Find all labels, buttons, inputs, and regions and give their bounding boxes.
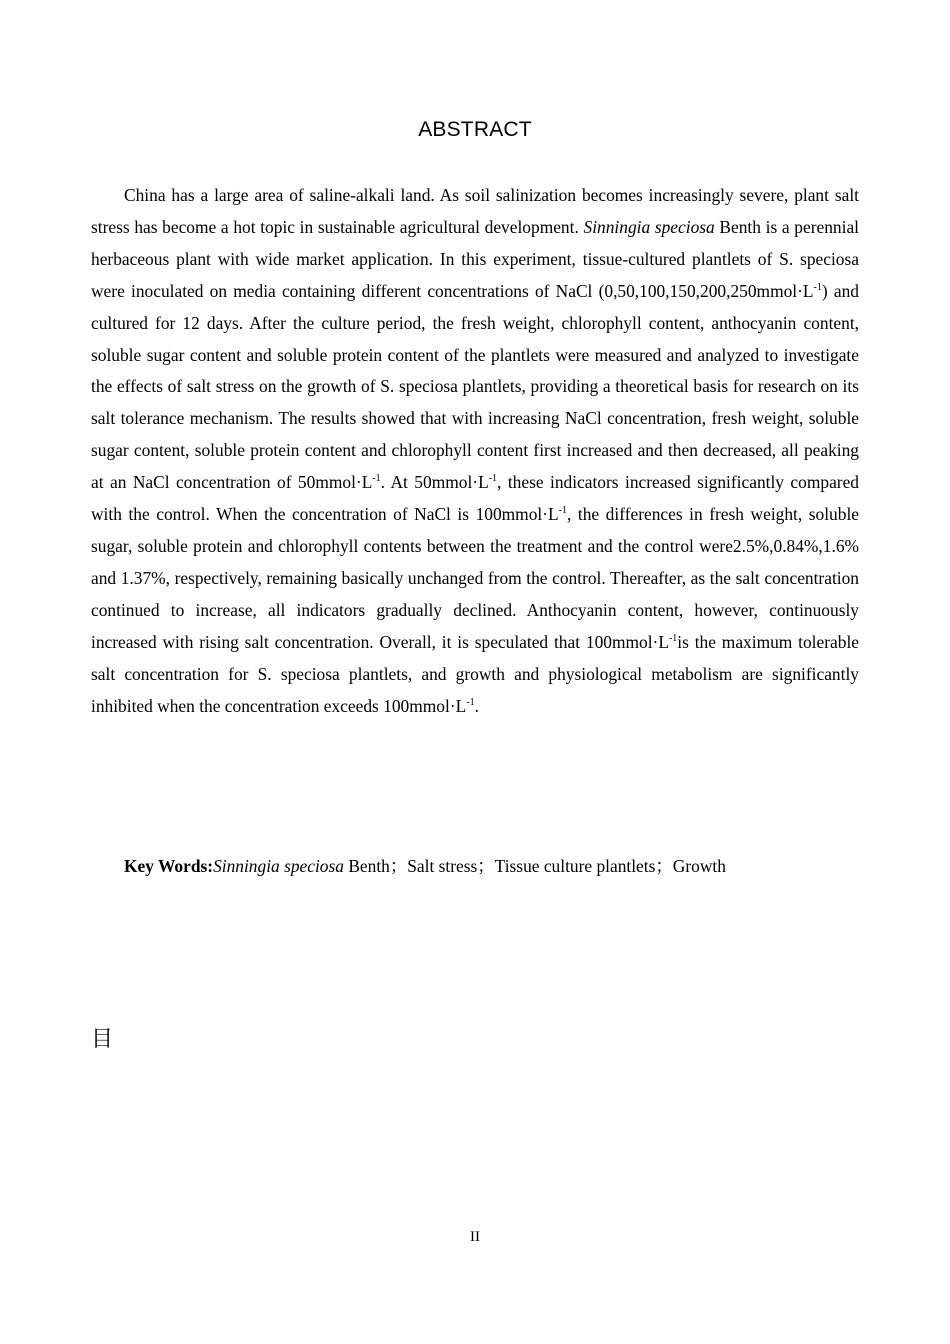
abstract-text: , the differences in fresh weight, soluble sugar, soluble protein and chlorophyll contents between the treatment and the control were2.5%,0.84%,1.6% and 1.37%, respectively, remaining basically unchanged from the control. Thereafter, as the salt concentration continued to increase, all indicators gradually declined. Anthocyanin content, however, continuously increased with rising salt concentration. Overall, it is speculated that 100mmol·L	[91, 504, 859, 652]
species-name: Sinningia speciosa	[583, 216, 715, 237]
abstract-text: ) and cultured for 12 days. After the culture period, the fresh weight, chlorophyll content, anthocyanin content, soluble sugar content and soluble protein content of the plantlets were measured and analyzed to investigate the effects of salt stress on the growth of S. speciosa plantlets, providing a theoretical basis for research on its salt tolerance mechanism. The results showed that with increasing NaCl concentration, fresh weight, soluble sugar content, soluble protein content and chlorophyll content first increased and then decreased, all peaking at an NaCl concentration of 50mmol·L	[91, 280, 860, 493]
keywords-species: Sinningia speciosa	[213, 856, 344, 876]
unit-exponent: -1	[813, 281, 822, 293]
unit-exponent: -1	[488, 473, 498, 485]
abstract-text: China has a large area of saline-alkali land. As soil salinization becomes increasingly severe, plant salt stress has become a hot topic in sustainable agricultural development.	[91, 185, 859, 237]
unit-exponent: -1	[372, 473, 381, 485]
page-number: II	[470, 1229, 480, 1245]
toc-heading-fragment: 目	[91, 1027, 114, 1052]
abstract-text: , these indicators increased significantly compared with the control. When the concentration of NaCl is 100mmol·L	[91, 472, 859, 525]
unit-exponent: -1	[668, 632, 678, 644]
abstract-text: .	[474, 695, 479, 716]
abstract-text: . At 50mmol·L	[380, 472, 489, 493]
abstract-text: Benth is a perennial herbaceous plant with wide market application. In this experiment, tissue-cultured plantlets of S. speciosa were inoculated on media containing different concentrations of NaCl (0,50,100,150,200,250mmol·L	[91, 216, 859, 301]
abstract-heading: ABSTRACT	[418, 118, 532, 141]
abstract-text: is the maximum tolerable salt concentration for S. speciosa plantlets, and growth and physiological metabolism are significantly inhibited when the concentration exceeds 100mmol·L	[91, 631, 859, 716]
abstract-body	[91, 180, 859, 722]
keywords-label: Key Words:	[124, 856, 214, 876]
unit-exponent: -1	[558, 505, 567, 517]
keywords-list: Benth；Salt stress；Tissue culture plantlets；Growth	[343, 856, 726, 876]
keywords-line	[124, 852, 726, 877]
unit-exponent: -1	[466, 696, 475, 708]
